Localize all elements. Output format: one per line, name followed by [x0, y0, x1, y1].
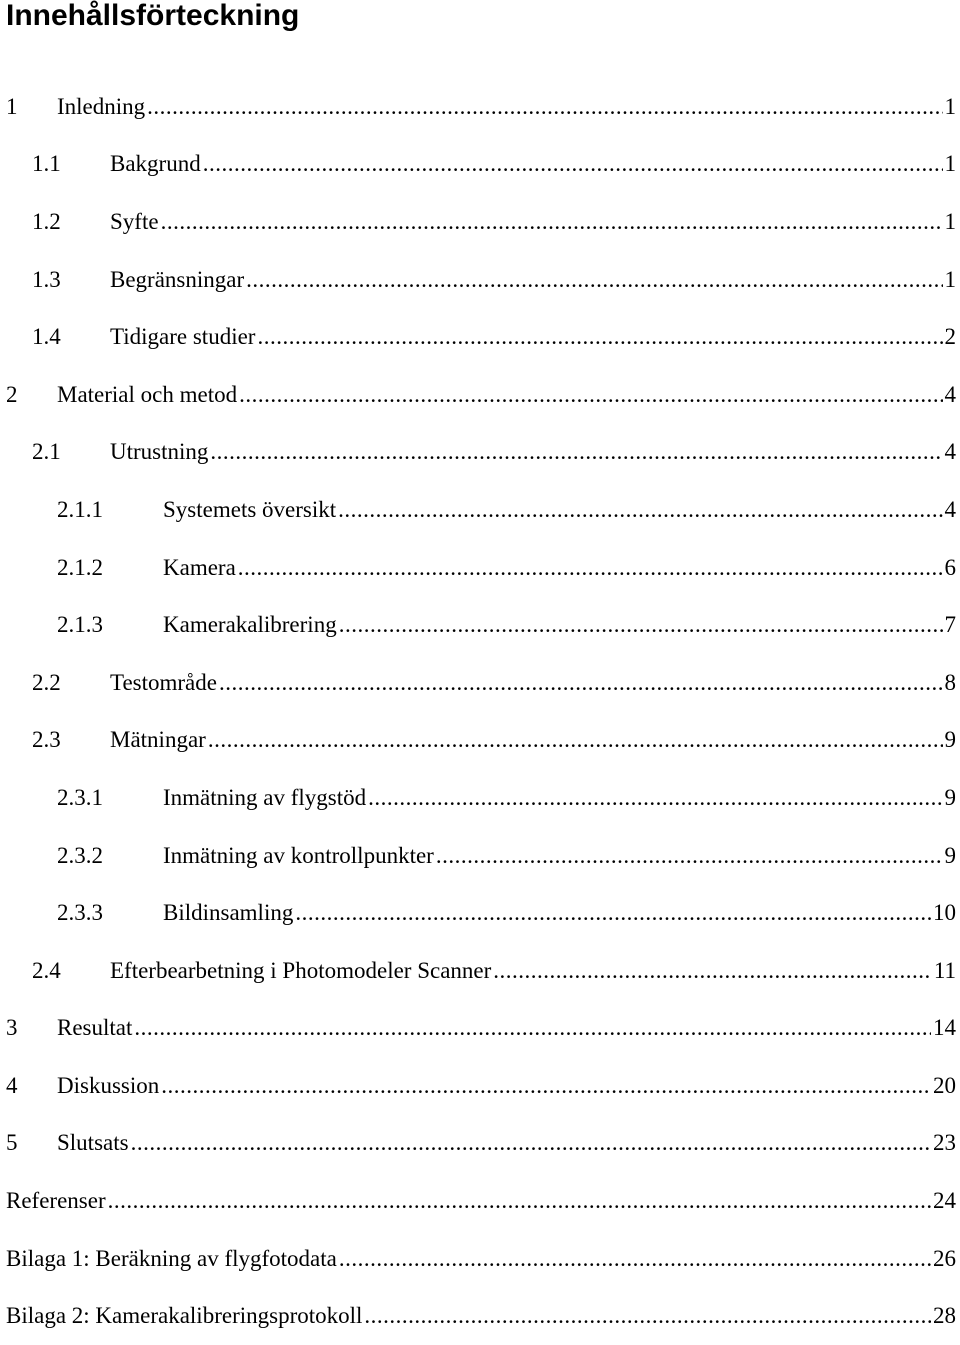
toc-entry-number: 1	[6, 94, 57, 120]
toc-entry-title: Slutsats	[57, 1130, 129, 1156]
toc-entry-title: Kamera	[163, 555, 236, 581]
toc-heading: Innehållsförteckning	[6, 0, 299, 34]
toc-entry[interactable]	[0, 1115, 960, 1173]
toc-entry[interactable]	[0, 366, 960, 424]
dot-leader	[339, 1246, 931, 1270]
dot-leader	[239, 382, 942, 406]
toc-entry-title: Mätningar	[110, 727, 206, 753]
toc-entry-page: 24	[933, 1188, 960, 1214]
toc-entry-title: Systemets översikt	[163, 497, 336, 523]
dot-leader	[338, 497, 942, 521]
toc-entry-page: 7	[945, 612, 960, 638]
toc-entry[interactable]	[0, 539, 960, 597]
toc-entry-title: Resultat	[57, 1015, 132, 1041]
toc-entry[interactable]	[0, 1000, 960, 1058]
toc-entry-title: Diskussion	[57, 1073, 159, 1099]
toc-entry-page: 2	[945, 324, 960, 350]
toc-entry-title: Efterbearbetning i Photomodeler Scanner	[110, 958, 491, 984]
dot-leader	[147, 94, 942, 118]
toc-entry-page: 8	[945, 670, 960, 696]
toc-entry-page: 14	[933, 1015, 960, 1041]
dot-leader	[295, 900, 931, 924]
toc-entry[interactable]	[0, 136, 960, 194]
toc-entry-number: 1.4	[32, 324, 110, 350]
toc-entry-title: Bilaga 1: Beräkning av flygfotodata	[6, 1246, 337, 1272]
toc-entry-title: Bilaga 2: Kamerakalibreringsprotokoll	[6, 1303, 362, 1329]
toc-entry-page: 1	[945, 267, 960, 293]
dot-leader	[219, 670, 943, 694]
toc-entry-number: 2.3.3	[57, 900, 163, 926]
toc-entry[interactable]	[0, 1057, 960, 1115]
toc-entry-title: Inmätning av flygstöd	[163, 785, 366, 811]
table-of-contents	[0, 78, 960, 1345]
toc-entry-number: 1.2	[32, 209, 110, 235]
toc-entry-title: Inledning	[57, 94, 145, 120]
toc-entry-number: 4	[6, 1073, 57, 1099]
toc-entry-title: Tidigare studier	[110, 324, 255, 350]
toc-entry[interactable]	[0, 884, 960, 942]
dot-leader	[203, 151, 943, 175]
toc-entry[interactable]	[0, 308, 960, 366]
toc-entry-page: 10	[933, 900, 960, 926]
toc-entry-title: Material och metod	[57, 382, 237, 408]
toc-entry[interactable]	[0, 78, 960, 136]
toc-entry[interactable]	[0, 596, 960, 654]
toc-entry-number: 2.4	[32, 958, 110, 984]
toc-entry-page: 1	[945, 94, 960, 120]
dot-leader	[364, 1303, 931, 1327]
toc-entry[interactable]	[0, 1287, 960, 1345]
toc-entry-page: 6	[945, 555, 960, 581]
toc-entry-title: Utrustning	[110, 439, 208, 465]
toc-entry-number: 2.1.3	[57, 612, 163, 638]
toc-entry-title: Bakgrund	[110, 151, 201, 177]
toc-entry[interactable]	[0, 1172, 960, 1230]
dot-leader	[238, 555, 943, 579]
dot-leader	[108, 1188, 931, 1212]
toc-entry-number: 1.1	[32, 151, 110, 177]
toc-entry-page: 9	[945, 785, 960, 811]
toc-entry-number: 5	[6, 1130, 57, 1156]
toc-entry-page: 26	[933, 1246, 960, 1272]
toc-entry-number: 2.1.2	[57, 555, 163, 581]
toc-entry-title: Inmätning av kontrollpunkter	[163, 843, 434, 869]
toc-entry[interactable]	[0, 654, 960, 712]
toc-entry-page: 4	[945, 497, 960, 523]
toc-entry[interactable]	[0, 769, 960, 827]
toc-entry-number: 3	[6, 1015, 57, 1041]
dot-leader	[436, 843, 943, 867]
toc-entry-number: 2.2	[32, 670, 110, 696]
toc-entry-page: 1	[945, 209, 960, 235]
dot-leader	[134, 1015, 931, 1039]
toc-entry-number: 2.3	[32, 727, 110, 753]
toc-entry[interactable]	[0, 712, 960, 770]
toc-entry-number: 2.3.2	[57, 843, 163, 869]
toc-entry[interactable]	[0, 251, 960, 309]
toc-entry-title: Kamerakalibrering	[163, 612, 337, 638]
toc-entry-page: 28	[933, 1303, 960, 1329]
toc-entry-page: 1	[945, 151, 960, 177]
dot-leader	[208, 727, 943, 751]
toc-entry-number: 2.1.1	[57, 497, 163, 523]
toc-entry-number: 2.1	[32, 439, 110, 465]
toc-entry[interactable]	[0, 424, 960, 482]
toc-entry-page: 9	[945, 727, 960, 753]
toc-entry[interactable]	[0, 827, 960, 885]
toc-entry-page: 4	[945, 382, 960, 408]
dot-leader	[161, 1073, 931, 1097]
dot-leader	[493, 958, 932, 982]
dot-leader	[161, 209, 943, 233]
toc-entry[interactable]	[0, 193, 960, 251]
toc-entry-number: 1.3	[32, 267, 110, 293]
dot-leader	[368, 785, 942, 809]
toc-entry-page: 4	[945, 439, 960, 465]
dot-leader	[339, 612, 943, 636]
dot-leader	[246, 267, 942, 291]
dot-leader	[210, 439, 942, 463]
toc-entry[interactable]	[0, 481, 960, 539]
toc-entry-number: 2	[6, 382, 57, 408]
toc-entry-title: Begränsningar	[110, 267, 244, 293]
toc-entry[interactable]	[0, 942, 960, 1000]
toc-entry-page: 23	[933, 1130, 960, 1156]
toc-entry-page: 20	[933, 1073, 960, 1099]
toc-entry-page: 11	[934, 958, 960, 984]
toc-entry-title: Syfte	[110, 209, 159, 235]
toc-entry-title: Bildinsamling	[163, 900, 293, 926]
toc-entry[interactable]	[0, 1230, 960, 1288]
dot-leader	[131, 1130, 931, 1154]
toc-entry-title: Testområde	[110, 670, 217, 696]
toc-entry-title: Referenser	[6, 1188, 106, 1214]
dot-leader	[257, 324, 942, 348]
toc-entry-page: 9	[945, 843, 960, 869]
toc-entry-number: 2.3.1	[57, 785, 163, 811]
